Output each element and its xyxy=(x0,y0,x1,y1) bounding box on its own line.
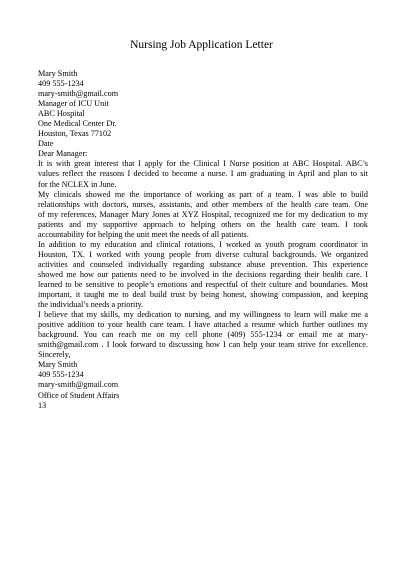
letter-line: of my references, Manager Mary Jones at XYZ Hospital, recognized me for my dedication to my xyxy=(38,209,368,219)
letter-line: Mary Smith xyxy=(38,360,78,370)
letter-line: Manager of ICU Unit xyxy=(38,99,109,109)
letter-line: 409 555-1234 xyxy=(38,79,84,89)
letter-line: My clinicals showed me the importance of working as part of a team. I was able to build xyxy=(38,189,368,199)
letter-line: It is with great interest that I apply for the Clinical I Nurse position at ABC Hospital. ABC’s xyxy=(38,159,368,169)
letter-line: Mary Smith xyxy=(38,69,78,78)
letter-line: 13 xyxy=(38,400,47,410)
letter-line: ABC Hospital xyxy=(38,109,85,119)
letter-line: important, it taught me to deal build trust by being honest, showing compassion, and keeping xyxy=(38,290,368,300)
letter-line: activities and counseled individually regarding substance abuse prevention. This experience xyxy=(38,259,368,269)
letter-line: positive addition to your health care team. I have attached a resume which further outlines my xyxy=(38,320,368,330)
letter-line: mary-smith@gmail.com xyxy=(38,380,119,390)
letter-line: mary-smith@gmail.com xyxy=(38,89,119,99)
letter-line: Date xyxy=(38,139,54,149)
letter-line: the individual’s needs a priority. xyxy=(38,300,144,310)
letter-line: Houston, Texas 77102 xyxy=(38,129,112,139)
letter-line: 409 555-1234 xyxy=(38,370,84,380)
letter-line: Houston, TX. I worked with young people from diverse cultural backgrounds. We organized xyxy=(38,249,368,259)
letter-line: I believe that my skills, my dedication to nursing, and my willingness to learn will make me a xyxy=(38,310,368,320)
letter-line: smith@gmail.com . I look forward to discussing how I can help your team strive for excellence. xyxy=(38,340,368,350)
letter-line: patients and my supportive approach to helping others on the health care team. I took xyxy=(38,219,368,229)
letter-line: Office of Student Affairs xyxy=(38,390,120,400)
letter-line: Dear Manager: xyxy=(38,149,88,159)
letter-line: relationships with doctors, nurses, assistants, and other members of the health care team. One xyxy=(38,199,368,209)
letter-body xyxy=(38,69,368,411)
letter-line: learned to be sensitive to people’s emotions and respectful of their culture and boundaries. Most xyxy=(38,279,368,289)
letter-line: for the NCLEX in June. xyxy=(38,179,117,189)
letter-line: One Medical Center Dr. xyxy=(38,119,117,129)
letter-line: showed me how our patients need to be involved in the decisions regarding their health care. I xyxy=(38,269,368,279)
letter-line: values reflect the reasons I decided to become a nurse. I am graduating in April and plan to sit xyxy=(38,169,368,179)
page-title: Nursing Job Application Letter xyxy=(130,39,273,51)
letter-line: accountability for helping the unit meet the needs of all patients. xyxy=(38,229,249,239)
letter-line: In addition to my education and clinical rotations, I worked as youth program coordinator in xyxy=(38,239,368,249)
letter-line: Sincerely, xyxy=(38,350,71,360)
letter-line: background. You can reach me on my cell phone (409) 555-1234 or email me at mary- xyxy=(38,330,368,340)
